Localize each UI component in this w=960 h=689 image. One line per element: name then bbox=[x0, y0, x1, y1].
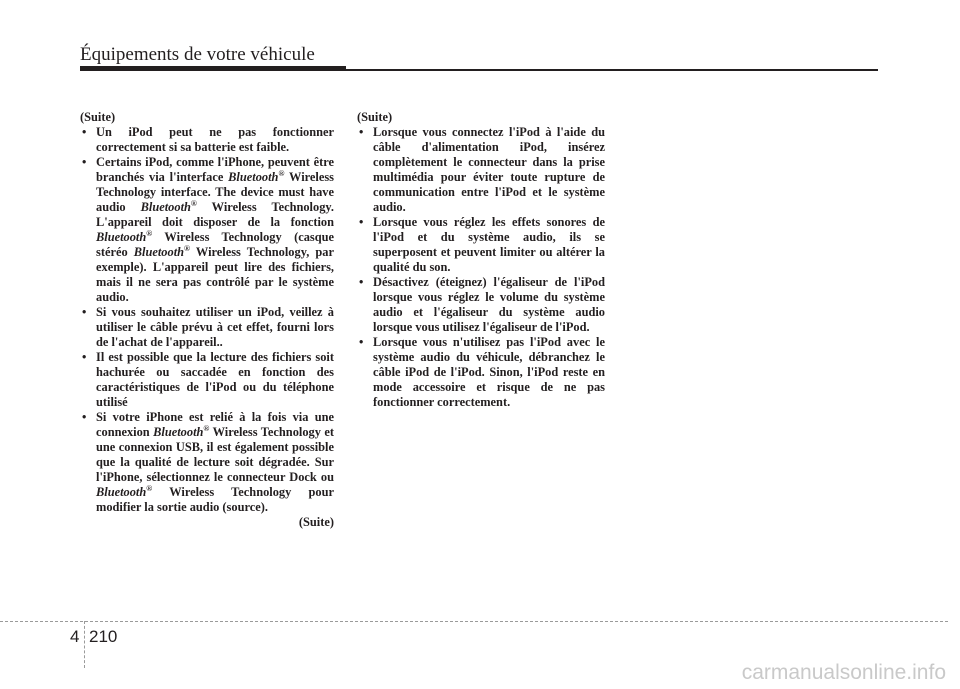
registered-mark: ® bbox=[190, 198, 197, 208]
list-item: • Lorsque vous connectez l'iPod à l'aide du câble d'alimentation iPod, insérez complètement le connecteur dans la prise multimédia pour éviter toute rupture de communication entre l'iPod et le système audio. bbox=[357, 125, 605, 215]
left-column bbox=[80, 110, 334, 530]
list-item: • Si vous souhaitez utiliser un iPod, veillez à utiliser le câble prévu à cet effet, fourni lors de l'achat de l'appareil.. bbox=[80, 305, 334, 350]
registered-mark: ® bbox=[146, 483, 153, 493]
chapter-number: 4 bbox=[70, 627, 80, 646]
header-rule-thick bbox=[80, 66, 346, 71]
footer-rule bbox=[0, 621, 948, 622]
bluetooth-term: Bluetooth bbox=[140, 200, 191, 214]
list-item: • Lorsque vous n'utilisez pas l'iPod avec le système audio du véhicule, débranchez le câble iPod de l'iPod. Sinon, l'iPod reste en mode accessoire et risque de ne pas fonctionner correctement. bbox=[357, 335, 605, 410]
header-rule-thin bbox=[346, 69, 878, 71]
bluetooth-term: Bluetooth bbox=[153, 425, 204, 439]
bluetooth-term: Bluetooth bbox=[96, 230, 147, 244]
registered-mark: ® bbox=[278, 168, 285, 178]
list-item: • Désactivez (éteignez) l'égaliseur de l'iPod lorsque vous réglez le volume du système audio et l'égaliseur du système audio lorsque vous utilisez l'égaliseur de l'iPod. bbox=[357, 275, 605, 335]
right-bullet-list bbox=[357, 125, 605, 410]
bluetooth-term: Bluetooth bbox=[228, 170, 279, 184]
list-item: • Certains iPod, comme l'iPhone, peuvent être branchés via l'interface Bluetooth® Wireless Technology interface. The device must have audio Bluetooth® Wireless Technology. L'appareil doit disposer de la fonction Bluetooth® Wireless Technology (casque stéréo Bluetooth® Wireless Technology, par exemple). L'appareil peut lire des fichiers, mais il ne sera pas contrôlé par le système audio. bbox=[80, 155, 334, 305]
left-continued-label: (Suite) bbox=[298, 515, 334, 529]
left-bullet-list bbox=[80, 125, 334, 515]
watermark: carmanualsonline.info bbox=[741, 661, 946, 684]
list-item: • Un iPod peut ne pas fonctionner correctement si sa batterie est faible. bbox=[80, 125, 334, 155]
bluetooth-term: Bluetooth bbox=[96, 485, 147, 499]
registered-mark: ® bbox=[184, 243, 191, 253]
list-item: • Lorsque vous réglez les effets sonores de l'iPod et du système audio, ils se superposent et peuvent limiter ou altérer la qualité du son. bbox=[357, 215, 605, 275]
registered-mark: ® bbox=[146, 228, 153, 238]
bluetooth-term: Bluetooth bbox=[133, 245, 185, 259]
page-header-title: Équipements de votre véhicule bbox=[80, 44, 315, 65]
list-item: • Si votre iPhone est relié à la fois via une connexion Bluetooth® Wireless Technology et une connexion USB, il est également possible que la qualité de lecture soit dégradée. Sur l'iPhone, sélectionnez le connecteur Dock ou Bluetooth® Wireless Technology pour modifier la sortie audio (source). bbox=[80, 410, 334, 515]
footer-divider bbox=[84, 621, 85, 668]
registered-mark: ® bbox=[203, 423, 210, 433]
right-column bbox=[357, 110, 605, 410]
list-item: • Il est possible que la lecture des fichiers soit hachurée ou saccadée en fonction des caractéristiques de l'iPod ou du téléphone utilisé bbox=[80, 350, 334, 410]
left-suite-label: (Suite) bbox=[80, 110, 116, 124]
page-number: 210 bbox=[89, 627, 118, 646]
right-suite-label: (Suite) bbox=[357, 110, 393, 124]
